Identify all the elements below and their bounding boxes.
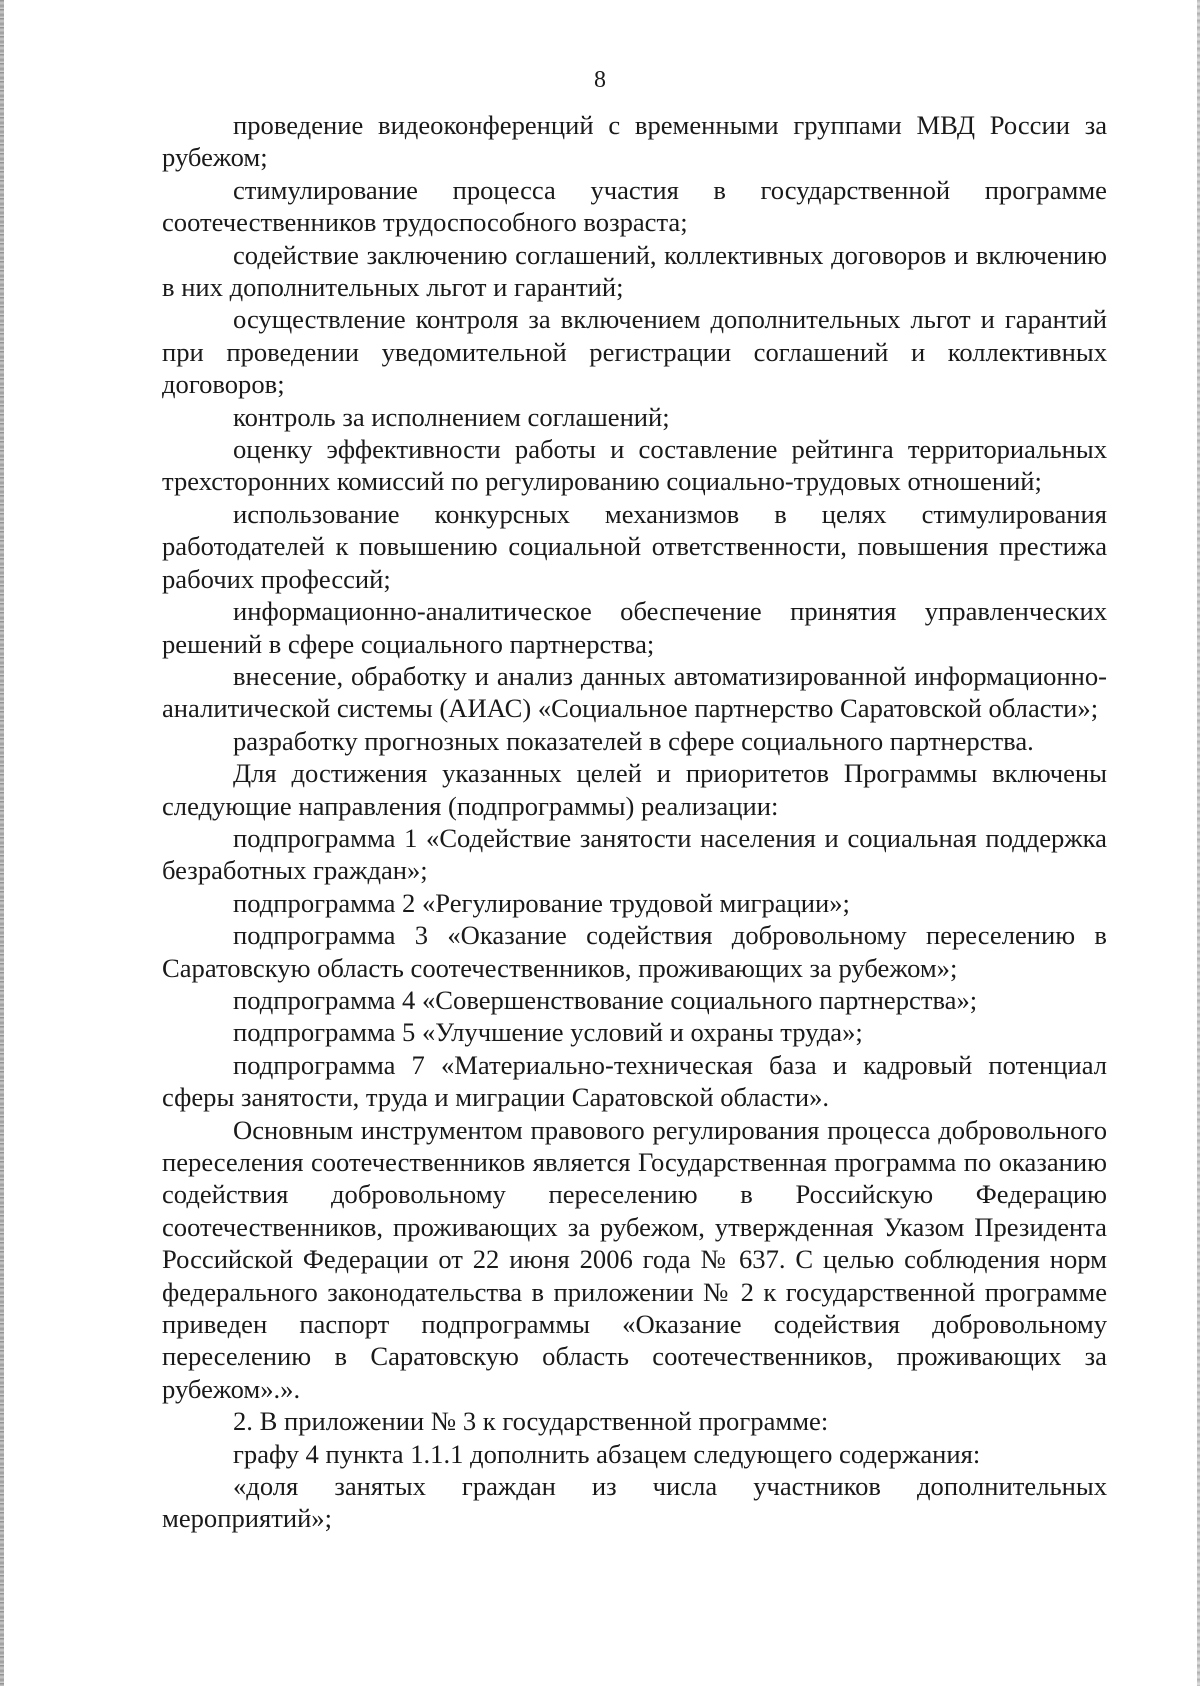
paragraph: проведение видеоконференций с временными группами МВД России за рубежом;: [162, 110, 1107, 173]
paragraph: Основным инструментом правового регулирования процесса добровольного переселения соотечественников является Государственная программа по оказанию содействия добровольному переселению в Российскую Федерацию соотечественников, проживающих за рубежом, утвержденная Указом Президента Российской Федерации от 22 июня 2006 года № 637. С целью соблюдения норм федерального законодательства в приложении № 2 к государственной программе приведен паспорт подпрограммы «Оказание содействия добровольному переселению в Саратовскую область соотечественников, проживающих за рубежом».».: [162, 1114, 1107, 1404]
paragraph: подпрограмма 5 «Улучшение условий и охраны труда»;: [233, 1017, 863, 1048]
paragraph: 2. В приложении № 3 к государственной программе:: [233, 1406, 829, 1437]
paragraph: разработку прогнозных показателей в сфере социального партнерства.: [233, 725, 1034, 756]
document-body: [162, 109, 1107, 1535]
paragraph: Для достижения указанных целей и приоритетов Программы включены следующие направления (подпрограммы) реализации:: [162, 758, 1107, 821]
paragraph: подпрограмма 3 «Оказание содействия добровольному переселению в Саратовскую область соотечественников, проживающих за рубежом»;: [162, 920, 1107, 983]
paragraph: контроль за исполнением соглашений;: [233, 401, 670, 432]
page-number: 8: [594, 67, 606, 93]
paragraph: «доля занятых граждан из числа участников дополнительных мероприятий»;: [162, 1471, 1107, 1534]
paragraph: подпрограмма 7 «Материально-техническая база и кадровый потенциал сферы занятости, труда и миграции Саратовской области».: [162, 1049, 1107, 1113]
paragraph: внесение, обработку и анализ данных автоматизированной информационно-аналитической системы (АИАС) «Социальное партнерство Саратовской области»;: [162, 660, 1107, 724]
paragraph: подпрограмма 2 «Регулирование трудовой миграции»;: [233, 887, 850, 918]
paragraph: содействие заключению соглашений, коллективных договоров и включению в них дополнительных льгот и гарантий;: [162, 239, 1107, 303]
paragraph: информационно-аналитическое обеспечение принятия управленческих решений в сфере социального партнерства;: [162, 596, 1107, 659]
paragraph: оценку эффективности работы и составление рейтинга территориальных трехсторонних комиссий по регулированию социально-трудовых отношений;: [162, 434, 1107, 497]
paragraph: стимулирование процесса участия в государственной программе соотечественников трудоспособного возраста;: [162, 174, 1107, 238]
paragraph: использование конкурсных механизмов в целях стимулирования работодателей к повышению социальной ответственности, повышения престижа рабочих профессий;: [162, 498, 1107, 594]
paragraph: графу 4 пункта 1.1.1 дополнить абзацем следующего содержания:: [233, 1438, 981, 1469]
paragraph: подпрограмма 1 «Содействие занятости населения и социальная поддержка безработных граждан»;: [162, 822, 1107, 886]
paragraph: подпрограмма 4 «Совершенствование социального партнерства»;: [233, 984, 978, 1015]
paragraph: осуществление контроля за включением дополнительных льгот и гарантий при проведении уведомительной регистрации соглашений и коллективных договоров;: [162, 304, 1107, 400]
scan-edge-left: [0, 0, 4, 1686]
